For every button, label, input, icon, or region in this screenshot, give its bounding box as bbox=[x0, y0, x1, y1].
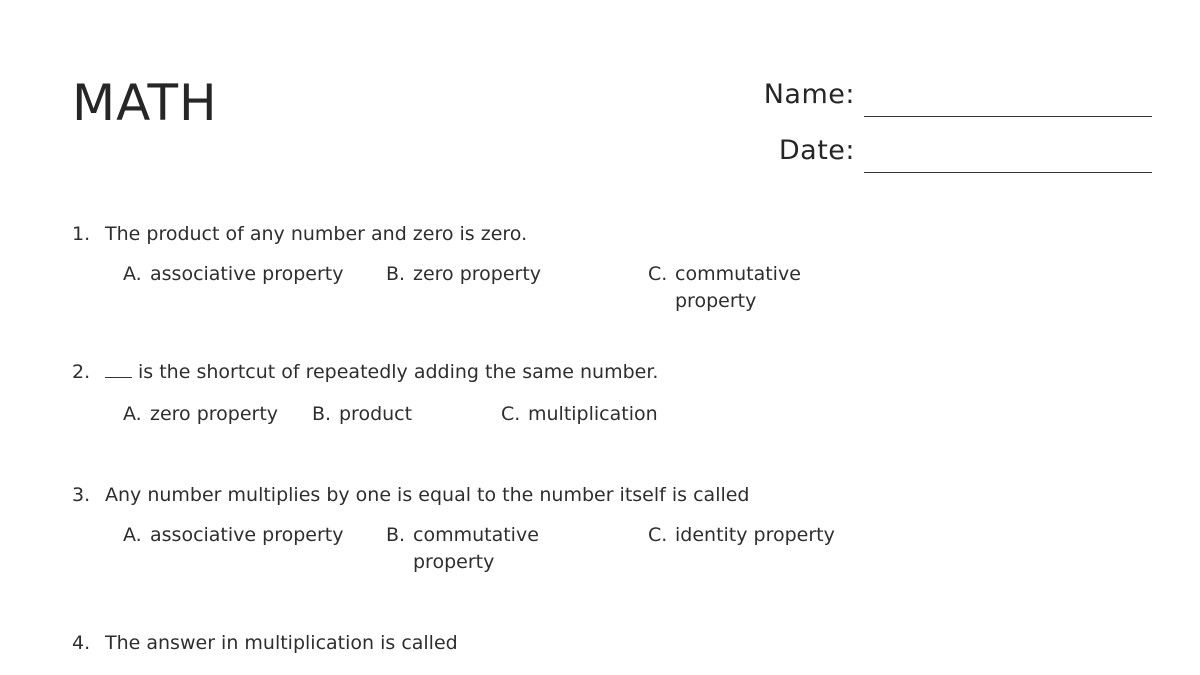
option-letter: A. bbox=[123, 403, 142, 425]
option-text: associative property bbox=[150, 524, 344, 546]
option-text: identity property bbox=[675, 524, 835, 546]
name-answer-line[interactable] bbox=[864, 116, 1152, 117]
question-text: The answer in multiplication is called bbox=[105, 632, 458, 654]
answer-blank bbox=[105, 361, 132, 378]
option-text: multiplication bbox=[528, 403, 658, 425]
question-1 bbox=[72, 222, 527, 246]
name-field[interactable] bbox=[700, 77, 1152, 117]
question-3-option-b[interactable] bbox=[386, 522, 563, 576]
question-1-option-c[interactable] bbox=[648, 261, 825, 315]
question-text: Any number multiplies by one is equal to the number itself is called bbox=[105, 484, 750, 506]
question-2-option-b[interactable] bbox=[312, 401, 412, 428]
option-text: zero property bbox=[413, 263, 542, 285]
date-answer-line[interactable] bbox=[864, 172, 1152, 173]
option-text: associative property bbox=[150, 263, 344, 285]
option-text: zero property bbox=[150, 403, 279, 425]
question-number: 3. bbox=[72, 484, 91, 506]
worksheet-title: MATH bbox=[72, 74, 218, 132]
question-text: The product of any number and zero is zero. bbox=[105, 223, 528, 245]
option-letter: C. bbox=[648, 263, 668, 285]
question-3-option-a[interactable] bbox=[123, 522, 343, 549]
question-4 bbox=[72, 631, 458, 655]
option-text: commutative property bbox=[675, 263, 801, 312]
option-text: product bbox=[339, 403, 413, 425]
option-letter: A. bbox=[123, 524, 142, 546]
name-label: Name: bbox=[763, 79, 855, 110]
option-letter: B. bbox=[312, 403, 332, 425]
question-number: 4. bbox=[72, 632, 91, 654]
question-1-option-a[interactable] bbox=[123, 261, 343, 288]
option-text: commutative property bbox=[413, 524, 539, 573]
question-2-option-c[interactable] bbox=[501, 401, 658, 428]
question-1-option-b[interactable] bbox=[386, 261, 541, 288]
question-number: 1. bbox=[72, 223, 91, 245]
option-letter: B. bbox=[386, 524, 406, 546]
option-letter: B. bbox=[386, 263, 406, 285]
question-number: 2. bbox=[72, 361, 91, 383]
date-label: Date: bbox=[778, 135, 855, 166]
option-letter: C. bbox=[501, 403, 521, 425]
option-letter: A. bbox=[123, 263, 142, 285]
question-2-option-a[interactable] bbox=[123, 401, 278, 428]
question-3-option-c[interactable] bbox=[648, 522, 835, 549]
option-letter: C. bbox=[648, 524, 668, 546]
question-3 bbox=[72, 483, 750, 507]
date-field[interactable] bbox=[700, 133, 1152, 173]
question-2 bbox=[72, 360, 658, 384]
question-text: is the shortcut of repeatedly adding the same number. bbox=[138, 361, 659, 383]
